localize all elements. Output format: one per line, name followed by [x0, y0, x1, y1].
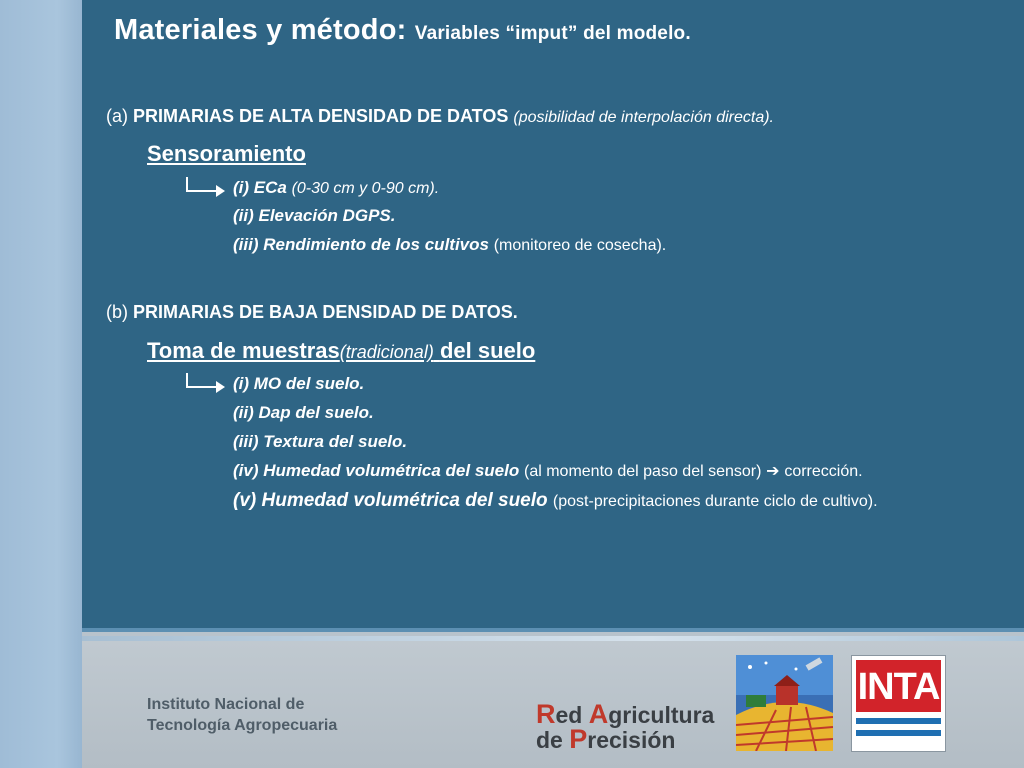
list-item	[233, 490, 878, 512]
rap-letter: P	[569, 724, 588, 754]
subheading-part: Toma de muestras	[147, 338, 340, 363]
list-item	[233, 235, 666, 255]
slide-title	[114, 14, 691, 47]
item-detail: (post-precipitaciones durante ciclo de cultivo).	[552, 493, 878, 510]
item-label: (iv) Humedad volumétrica del suelo	[233, 461, 520, 480]
subheading-part: del suelo	[439, 338, 536, 363]
institute-name	[147, 694, 337, 736]
rap-word: de	[536, 727, 570, 753]
rap-letter: R	[536, 699, 556, 729]
item-label: (iii) Textura del suelo.	[233, 432, 408, 451]
inta-logo-text: INTA	[856, 660, 941, 712]
rap-word: ed	[555, 702, 589, 728]
item-label: (ii) Dap del suelo.	[233, 403, 374, 422]
rap-word: recisión	[587, 727, 676, 753]
title-main: Materiales y método:	[114, 14, 407, 46]
divider-line	[82, 628, 1024, 632]
corner-arrow-icon	[184, 372, 228, 394]
item-label: (i) MO del suelo.	[233, 374, 365, 393]
item-label: (iii) Rendimiento de los cultivos	[233, 235, 489, 254]
title-sub: Variables “imput” del modelo.	[414, 23, 691, 44]
list-item	[233, 374, 364, 394]
section-b-heading	[106, 302, 518, 323]
section-b-prefix: (b)	[106, 302, 128, 322]
item-label: (i) ECa	[233, 178, 287, 197]
section-a-prefix: (a)	[106, 106, 128, 126]
inta-logo	[851, 655, 946, 752]
section-a-subheading: Sensoramiento	[147, 141, 306, 166]
list-item	[233, 461, 863, 481]
corner-arrow-icon	[184, 176, 228, 198]
item-detail: (0-30 cm y 0-90 cm).	[291, 180, 440, 197]
subheading-part: (tradicional)	[339, 342, 434, 362]
inta-stripe	[856, 718, 941, 724]
side-strip	[0, 0, 82, 768]
item-label: (v) Humedad volumétrica del suelo	[233, 490, 548, 511]
inta-stripe	[856, 730, 941, 736]
institute-line: Tecnología Agropecuaria	[147, 717, 338, 734]
item-tail: corrección.	[784, 463, 863, 480]
rap-word: gricultura	[608, 702, 715, 728]
section-a-heading	[106, 106, 774, 127]
rap-letter: A	[588, 699, 609, 729]
list-item	[233, 178, 439, 198]
section-b-subheading	[147, 338, 535, 364]
list-item	[233, 403, 374, 423]
section-a-note: (posibilidad de interpolación directa).	[513, 109, 774, 126]
item-detail: (monitoreo de cosecha).	[493, 237, 667, 254]
institute-line: Instituto Nacional de	[147, 696, 305, 713]
right-arrow-icon: ➔	[766, 463, 780, 480]
list-item	[233, 432, 407, 452]
farm-satellite-logo	[736, 655, 833, 751]
rap-logo-text	[536, 699, 715, 754]
list-item	[233, 206, 396, 226]
section-b-title: PRIMARIAS DE BAJA DENSIDAD DE DATOS.	[133, 302, 518, 322]
item-label: (ii) Elevación DGPS.	[233, 206, 396, 225]
section-a-title: PRIMARIAS DE ALTA DENSIDAD DE DATOS	[133, 106, 509, 126]
item-detail: (al momento del paso del sensor)	[523, 463, 762, 480]
